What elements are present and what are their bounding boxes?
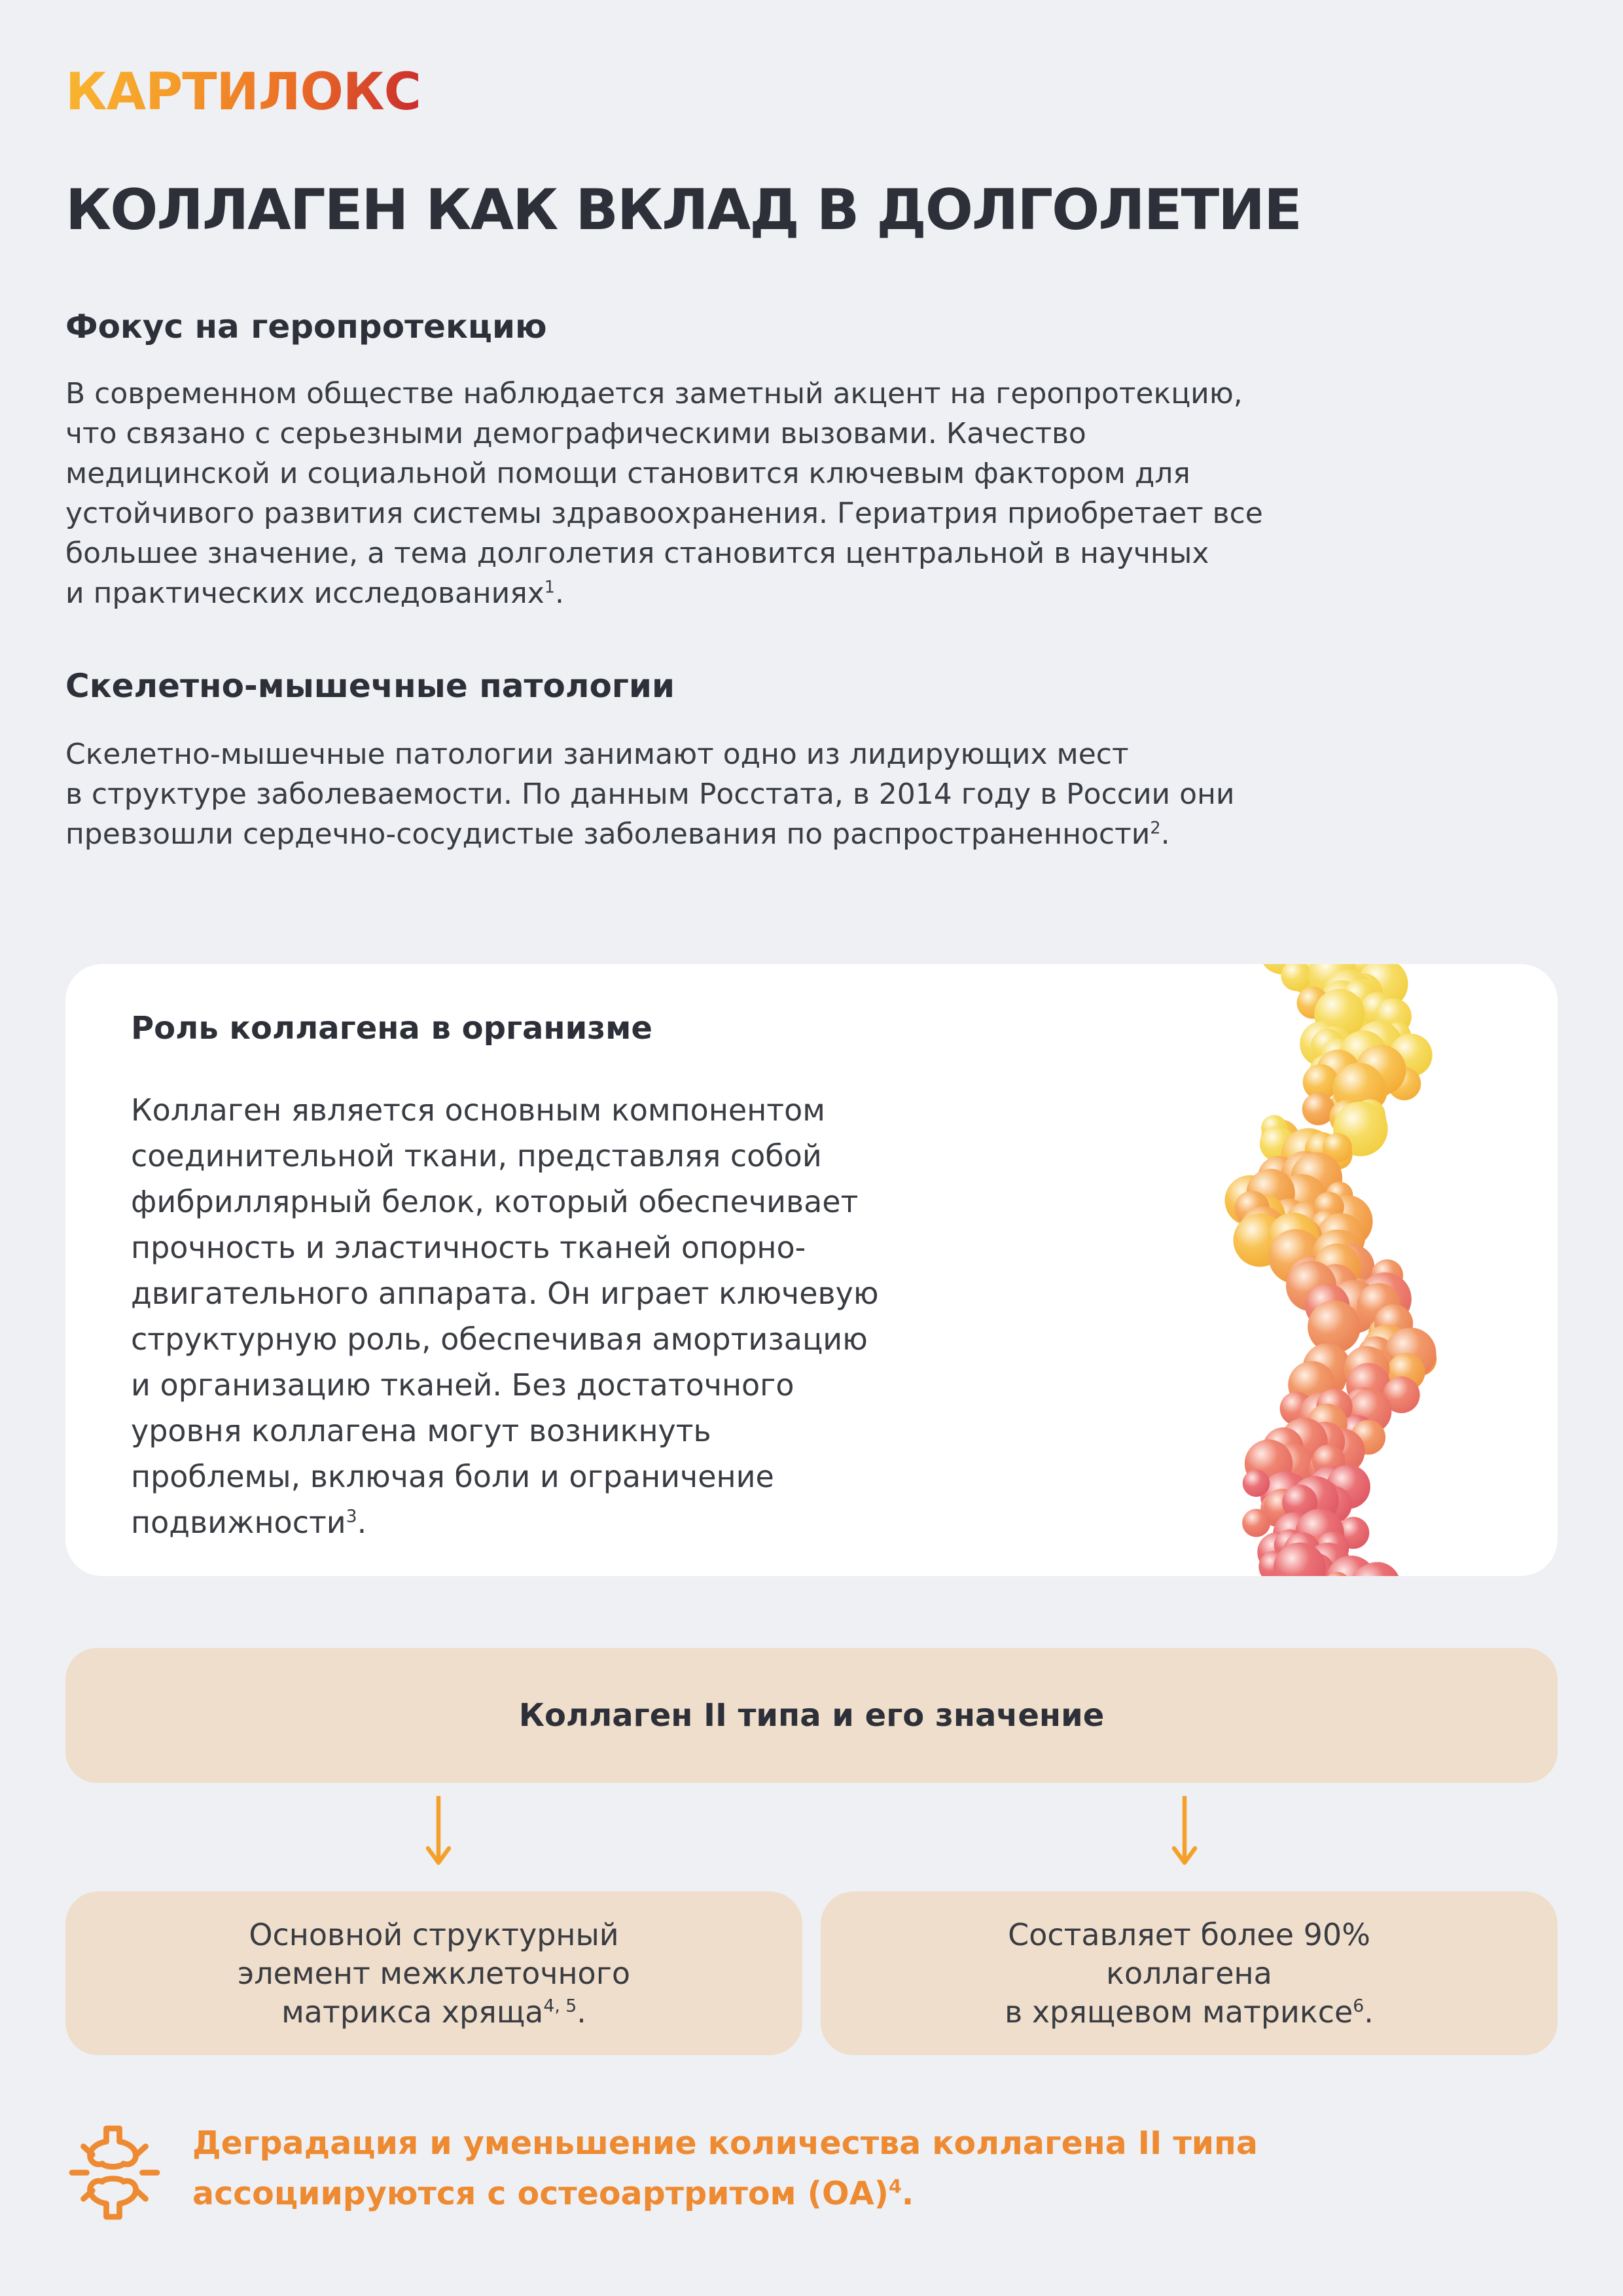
section-heading-musculoskeletal: Скелетно-мышечные патологии [65,667,675,706]
page-title: КОЛЛАГЕН КАК ВКЛАД В ДОЛГОЛЕТИЕ [65,177,1301,243]
fact-box-90-percent [821,1892,1558,2055]
arrows-row [65,1796,1558,1876]
down-arrow-icon [1170,1796,1199,1876]
collagen-type2-banner [65,1648,1558,1783]
collagen-role-card [65,964,1558,1576]
section-musculoskeletal [65,668,1558,854]
fact-boxes [65,1892,1558,2055]
collagen-molecule-image [1211,964,1459,1576]
down-arrow-icon [424,1796,453,1876]
banner-title: Коллаген II типа и его значение [518,1697,1105,1734]
fact-text: Составляет более 90% коллагена в хрящевом матриксе$^6$. [1005,1916,1374,2030]
section-paragraph-geroprotection: В современном обществе наблюдается заметный акцент на геропротекцию, что связано с серьезными демографическими вызовами. Качество медицинской и социальной помощи становится ключевым фактором для устойчивого развития системы здравоохранения. Гериатрия приобретает все большее значение, а тема долголетия становится центральной в научных и практических исследованиях$^1$. [65,377,1263,611]
section-heading-geroprotection: Фокус на геропротекцию [65,308,547,346]
joint-icon [65,2122,164,2226]
brand-logo: КАРТИЛОКС [65,63,421,122]
callout-text: Деградация и уменьшение количества коллагена II типа ассоциируются с остеоартритом (ОА)$^4$. [192,2125,1258,2213]
card-title: Роль коллагена в организме [131,1010,652,1047]
card-text: Коллаген является основным компонентом соединительной ткани, представляя собой фибриллярный белок, который обеспечивает прочность и эластичность тканей опорно- двигательного аппарата. Он играет ключевую структурную роль, обеспечивая амортизацию и организацию тканей. Без достаточного уровня коллагена могут возникнуть проблемы, включая боли и ограничение подвижности$^3$. [131,1092,879,1541]
section-paragraph-musculoskeletal: Скелетно-мышечные патологии занимают одно из лидирующих мест в структуре заболеваемости. По данным Росстата, в 2014 году в России они превзошли сердечно-сосудистые заболевания по распространенности$^2$. [65,738,1235,852]
section-geroprotection [65,309,1558,613]
oa-callout [65,2118,1558,2226]
fact-box-matrix-element [65,1892,802,2055]
fact-text: Основной структурный элемент межклеточного матрикса хряща$^{4, 5}$. [237,1916,631,2030]
